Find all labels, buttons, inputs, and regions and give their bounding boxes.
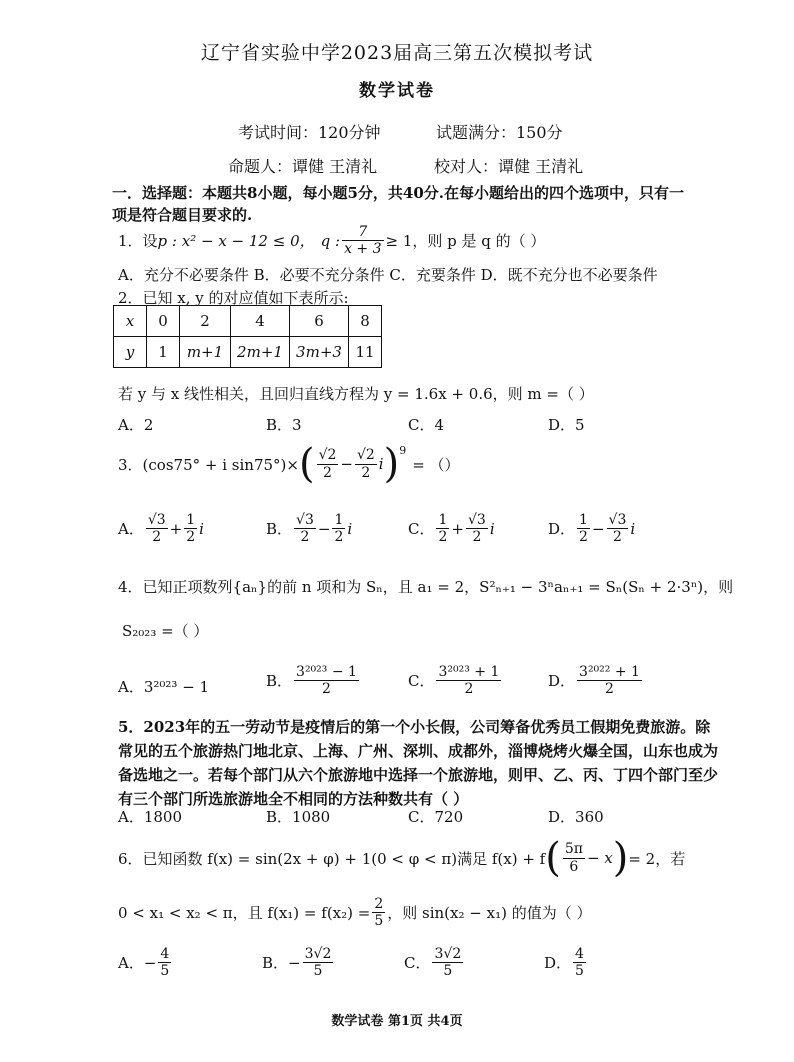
frac-den: 2	[605, 681, 614, 698]
frac-den: 2	[579, 529, 588, 546]
frac-den: 2	[186, 529, 196, 546]
frac-den: 2	[300, 529, 310, 546]
option-label: A．	[118, 520, 144, 539]
frac-num: √3	[467, 512, 486, 528]
q3-frac2	[355, 447, 377, 480]
q3-exponent: 9	[399, 444, 407, 457]
imag-unit: i	[489, 519, 495, 538]
frac-num: 2	[374, 896, 384, 912]
frac-num: 4	[160, 946, 170, 962]
q6-option-c	[404, 946, 465, 979]
frac-den: 2	[438, 529, 448, 546]
exam-author: 命题人：谭健 王清礼	[228, 157, 378, 176]
q5-option-c: C．720	[408, 808, 464, 826]
q6-frac	[563, 841, 585, 874]
frac-den: 2	[334, 529, 344, 546]
q6-line2-prefix: 0 < x₁ < x₂ < π，且 f(x₁) = f(x₂) =	[118, 904, 371, 923]
question-5-line4: 有三个部门所选旅游地全不相同的方法种数共有（ ）	[118, 790, 469, 808]
table-cell: 6	[290, 306, 349, 337]
q6-line2-frac	[372, 896, 385, 929]
frac-num: 3√2	[434, 946, 462, 962]
exam-checker: 校对人：谭健 王清礼	[434, 157, 584, 176]
question-2-stem: 2．已知 x, y 的对应值如下表所示:	[118, 289, 349, 307]
option-label: D．	[548, 520, 576, 539]
operator: −	[288, 953, 301, 972]
q2-option-c: C．4	[408, 416, 445, 434]
imag-unit: i	[347, 519, 353, 538]
option-label: B．	[262, 954, 289, 973]
exam-score: 试题满分：150分	[436, 123, 563, 142]
question-2-condition: 若 y 与 x 线性相关，且回归直线方程为 y = 1.6x + 0.6，则 m =（ ）	[118, 385, 594, 403]
q6-line2-suffix: ，则 sin(x₂ − x₁) 的值为（ ）	[387, 904, 592, 923]
frac-den: 5	[313, 963, 323, 980]
imag-unit: i	[199, 519, 204, 538]
q6-prefix: 6．已知函数 f(x) = sin(2x + φ) + 1(0 < φ < π)满足 f(x) + f	[118, 849, 546, 868]
frac-num: 3²⁰²² + 1	[579, 664, 640, 680]
option-label: C．	[408, 520, 435, 539]
xy-value-table	[113, 305, 382, 368]
q6-paren-open: (	[545, 835, 561, 881]
table-cell: 3m+3	[290, 337, 349, 368]
frac-num: 3√2	[304, 946, 332, 962]
question-3-stem	[118, 441, 460, 487]
frac-den: 2	[472, 529, 482, 546]
table-cell: x	[114, 306, 147, 337]
frac-den: 5	[443, 963, 453, 980]
q5-option-d: D．360	[548, 808, 604, 826]
frac-num: 1	[438, 512, 448, 528]
q3-prefix: 3．(cos75° + i sin75°)×	[118, 455, 299, 474]
q3-frac2-num: √2	[356, 447, 375, 464]
q3-option-c	[408, 512, 495, 545]
frac-den: 2	[464, 681, 474, 698]
option-label: D．	[544, 954, 572, 973]
operator: +	[169, 519, 183, 538]
table-cell: 2	[180, 306, 231, 337]
frac-num: 1	[579, 512, 588, 528]
q4-option-b	[266, 664, 361, 697]
operator: −	[317, 519, 331, 538]
frac-num: 4	[575, 946, 584, 962]
frac-num: √3	[296, 512, 314, 528]
q3-frac1	[317, 447, 339, 480]
q1-p: p : x² − x − 12 ≤ 0，	[157, 232, 315, 251]
q1-frac-den: x + 3	[344, 241, 382, 258]
option-label: B．	[266, 520, 293, 539]
question-5-line2: 常见的五个旅游热门地北京、上海、广州、深圳、成都外，淄博烧烤火爆全国，山东也成为	[118, 742, 719, 760]
table-cell: 2m+1	[231, 337, 290, 368]
frac-den: 5	[575, 963, 584, 980]
q2-option-d: D．5	[548, 416, 585, 434]
frac-den: 2	[322, 681, 331, 698]
q1-frac-num: 7	[342, 224, 383, 241]
table-cell: 0	[147, 306, 180, 337]
q4-option-c	[408, 664, 503, 697]
q3-i: i	[378, 455, 384, 473]
question-6-stem	[118, 835, 686, 881]
q6-option-b	[262, 946, 335, 979]
section-heading-line1: 一．选择题：本题共8小题，每小题5分，共40分.在每小题给出的四个选项中，只有一	[112, 184, 684, 202]
table-row-y	[114, 337, 382, 368]
table-cell: y	[114, 337, 147, 368]
q6-option-d	[544, 946, 588, 979]
q3-frac2-den: 2	[361, 464, 371, 481]
table-cell: m+1	[180, 337, 231, 368]
q6-minus-x: − x	[586, 849, 613, 867]
q1-q: q :	[320, 231, 341, 250]
operator: −	[143, 953, 157, 972]
q4-option-a: A．3²⁰²³ − 1	[118, 678, 210, 696]
frac-den: 2	[612, 529, 622, 546]
frac-num: 3²⁰²³ + 1	[438, 664, 500, 680]
table-row-x	[114, 306, 382, 337]
q4-option-d	[548, 664, 644, 697]
frac-num: √3	[147, 512, 166, 528]
frac-num: 1	[334, 512, 344, 528]
table-cell: 8	[349, 306, 382, 337]
table-cell: 4	[231, 306, 290, 337]
q1-fraction	[342, 224, 383, 257]
option-label: C．	[408, 672, 435, 691]
question-6-line2	[118, 896, 591, 929]
q3-option-a	[118, 512, 204, 545]
question-4-stem-cont: S₂₀₂₃ =（ ）	[122, 622, 209, 640]
q3-minus: −	[340, 455, 353, 473]
q5-option-a: A．1800	[118, 808, 183, 826]
table-cell: 11	[349, 337, 382, 368]
q3-frac1-den: 2	[323, 464, 332, 481]
q3-option-b	[266, 512, 352, 545]
imag-unit: i	[630, 519, 636, 538]
option-label: C．	[404, 954, 431, 973]
table-cell: 1	[147, 337, 180, 368]
frac-den: 5	[374, 913, 384, 930]
q3-paren-open: (	[298, 441, 315, 487]
q1-prefix: 1．设	[118, 232, 158, 251]
q3-suffix: = （）	[412, 455, 460, 474]
frac-num: 1	[186, 512, 196, 528]
operator: −	[591, 519, 605, 538]
q6-option-a	[118, 946, 173, 979]
q6-paren-close: )	[612, 835, 629, 881]
frac-den: 2	[152, 529, 162, 546]
q1-suffix: ≥ 1，则 p 是 q 的（ ）	[385, 232, 546, 251]
operator: +	[451, 519, 464, 538]
q2-option-b: B．3	[266, 416, 302, 434]
frac-num: 3²⁰²³ − 1	[296, 664, 357, 680]
exam-time: 考试时间：120分钟	[238, 123, 381, 142]
question-4-stem: 4．已知正项数列{aₙ}的前 n 项和为 Sₙ，且 a₁ = 2，S²ₙ₊₁ − 3ⁿaₙ₊₁ = Sₙ(Sₙ + 2·3ⁿ)，则	[118, 578, 734, 596]
q3-frac1-num: √2	[318, 447, 337, 464]
section-heading-line2: 项是符合题目要求的.	[112, 206, 253, 224]
exam-subtitle: 数学试卷	[359, 81, 435, 101]
question-5-line3: 备选地之一。若每个部门从六个旅游地中选择一个旅游地，则甲、乙、丙、丁四个部门至少	[118, 766, 719, 784]
frac-den: 5	[160, 963, 170, 980]
q5-option-b: B．1080	[266, 808, 331, 826]
option-label: A．	[118, 954, 144, 973]
frac-den: 6	[569, 858, 579, 875]
q6-suffix: = 2，若	[628, 849, 686, 868]
frac-num: 5π	[564, 841, 583, 858]
question-1-options: A．充分不必要条件 B．必要不充分条件 C．充要条件 D．既不充分也不必要条件	[118, 266, 658, 284]
option-label: B．	[266, 672, 293, 691]
q3-option-d	[548, 512, 635, 545]
q3-paren-close: )	[383, 441, 400, 487]
q2-option-a: A．2	[118, 416, 154, 434]
page-footer: 数学试卷 第1页 共4页	[331, 1014, 463, 1029]
question-1-stem	[118, 224, 545, 257]
option-label: D．	[548, 672, 576, 691]
exam-title: 辽宁省实验中学2023届高三第五次模拟考试	[200, 42, 594, 64]
question-5-line1: 5．2023年的五一劳动节是疫情后的第一个小长假，公司筹备优秀员工假期免费旅游。除	[118, 718, 711, 736]
frac-num: √3	[608, 512, 627, 528]
